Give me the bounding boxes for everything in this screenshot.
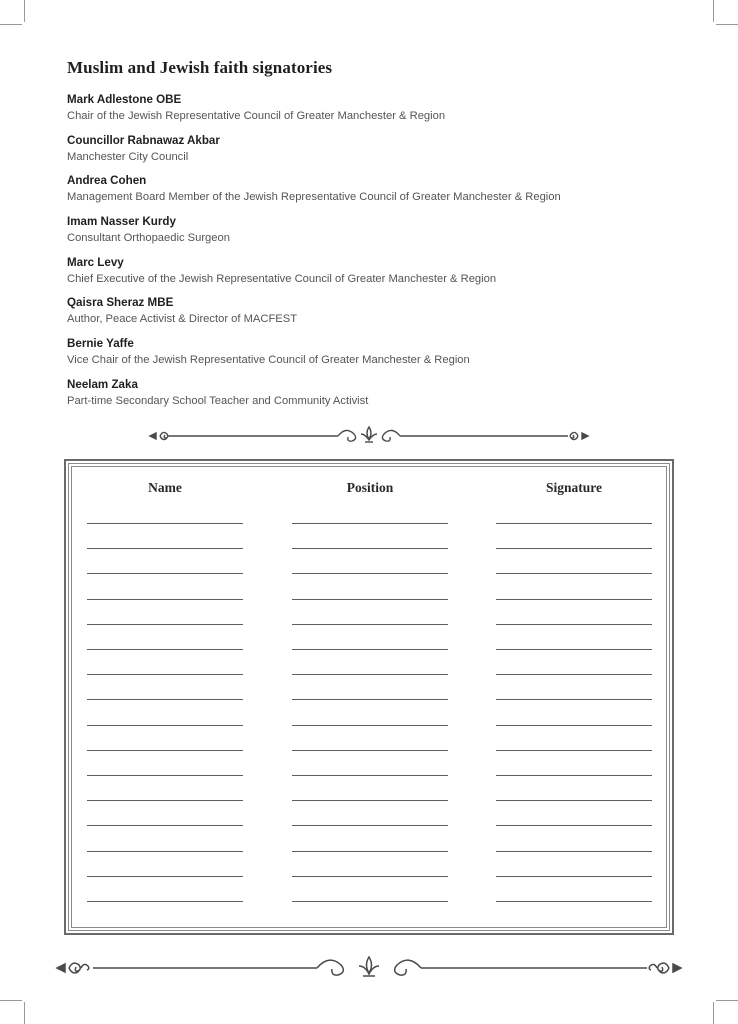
- name-line[interactable]: [87, 750, 243, 751]
- crop-mark: [24, 1002, 25, 1024]
- position-line[interactable]: [292, 548, 448, 549]
- position-line[interactable]: [292, 624, 448, 625]
- signatory-role: Manchester City Council: [67, 150, 189, 163]
- name-line[interactable]: [87, 775, 243, 776]
- signing-table-frame: [64, 459, 674, 935]
- name-line[interactable]: [87, 573, 243, 574]
- signatory-entry: [67, 214, 687, 255]
- crop-mark: [716, 1000, 738, 1001]
- crop-mark: [713, 0, 714, 22]
- name-line[interactable]: [87, 649, 243, 650]
- signature-line[interactable]: [496, 725, 652, 726]
- position-line[interactable]: [292, 523, 448, 524]
- name-line[interactable]: [87, 548, 243, 549]
- signatory-name: Neelam Zaka: [67, 377, 138, 391]
- signatory-entry: [67, 336, 687, 377]
- position-line[interactable]: [292, 699, 448, 700]
- signature-line[interactable]: [496, 750, 652, 751]
- signatory-role: Management Board Member of the Jewish Representative Council of Greater Manchester & Region: [67, 191, 561, 204]
- signatory-entry: [67, 173, 687, 214]
- signature-line[interactable]: [496, 624, 652, 625]
- signatory-entry: [67, 255, 687, 296]
- signature-line[interactable]: [496, 876, 652, 877]
- position-line[interactable]: [292, 599, 448, 600]
- name-line[interactable]: [87, 825, 243, 826]
- ornamental-divider-icon: [148, 425, 590, 447]
- position-line[interactable]: [292, 825, 448, 826]
- name-line[interactable]: [87, 599, 243, 600]
- signature-line[interactable]: [496, 573, 652, 574]
- position-line[interactable]: [292, 674, 448, 675]
- name-line[interactable]: [87, 851, 243, 852]
- signature-line[interactable]: [496, 599, 652, 600]
- position-line[interactable]: [292, 649, 448, 650]
- signature-line[interactable]: [496, 649, 652, 650]
- crop-mark: [713, 1002, 714, 1024]
- name-line[interactable]: [87, 699, 243, 700]
- signatory-role: Chief Executive of the Jewish Representative Council of Greater Manchester & Region: [67, 272, 497, 285]
- position-line[interactable]: [292, 775, 448, 776]
- signatory-name: Andrea Cohen: [67, 174, 147, 188]
- signatory-role: Chair of the Jewish Representative Council of Greater Manchester & Region: [67, 110, 446, 122]
- signatory-name: Marc Levy: [67, 255, 124, 269]
- signatory-name: Councillor Rabnawaz Akbar: [67, 133, 220, 147]
- signature-line[interactable]: [496, 775, 652, 776]
- signatory-name: Qaisra Sheraz MBE: [67, 296, 174, 310]
- signatory-role: Author, Peace Activist & Director of MACFEST: [67, 313, 298, 326]
- signatory-name: Bernie Yaffe: [67, 337, 134, 351]
- signature-line[interactable]: [496, 800, 652, 801]
- name-line[interactable]: [87, 674, 243, 675]
- column-header-signature: Signature: [545, 480, 602, 495]
- signature-line[interactable]: [496, 523, 652, 524]
- position-line[interactable]: [292, 800, 448, 801]
- signature-line[interactable]: [496, 851, 652, 852]
- section-title: Muslim and Jewish faith signatories: [67, 58, 333, 77]
- crop-mark: [0, 1000, 22, 1001]
- name-line[interactable]: [87, 523, 243, 524]
- signatory-entry: [67, 295, 687, 336]
- signatory-name: Imam Nasser Kurdy: [67, 215, 176, 229]
- column-header-name: Name: [148, 480, 182, 495]
- signatory-role: Part-time Secondary School Teacher and Community Activist: [67, 394, 369, 407]
- crop-mark: [716, 24, 738, 25]
- signatory-name: Mark Adlestone OBE: [67, 93, 182, 106]
- name-line[interactable]: [87, 876, 243, 877]
- signature-line[interactable]: [496, 901, 652, 902]
- signatory-list: [67, 92, 687, 418]
- position-line[interactable]: [292, 901, 448, 902]
- signatory-role: Consultant Orthopaedic Surgeon: [67, 232, 230, 245]
- frame-inner-border: [71, 466, 667, 928]
- signatory-entry: [67, 377, 687, 418]
- signatory-entry: [67, 92, 687, 133]
- position-line[interactable]: [292, 725, 448, 726]
- position-line[interactable]: [292, 876, 448, 877]
- name-line[interactable]: [87, 624, 243, 625]
- position-line[interactable]: [292, 573, 448, 574]
- signature-line[interactable]: [496, 674, 652, 675]
- position-line[interactable]: [292, 750, 448, 751]
- name-line[interactable]: [87, 901, 243, 902]
- signature-line[interactable]: [496, 825, 652, 826]
- signatory-entry: [67, 133, 687, 174]
- name-line[interactable]: [87, 725, 243, 726]
- crop-mark: [24, 0, 25, 22]
- position-line[interactable]: [292, 851, 448, 852]
- signature-line[interactable]: [496, 548, 652, 549]
- name-line[interactable]: [87, 800, 243, 801]
- column-header-position: Position: [346, 480, 394, 495]
- signatory-role: Vice Chair of the Jewish Representative Council of Greater Manchester & Region: [67, 354, 470, 367]
- signature-line[interactable]: [496, 699, 652, 700]
- ornamental-divider-icon: [55, 955, 683, 981]
- crop-mark: [0, 24, 22, 25]
